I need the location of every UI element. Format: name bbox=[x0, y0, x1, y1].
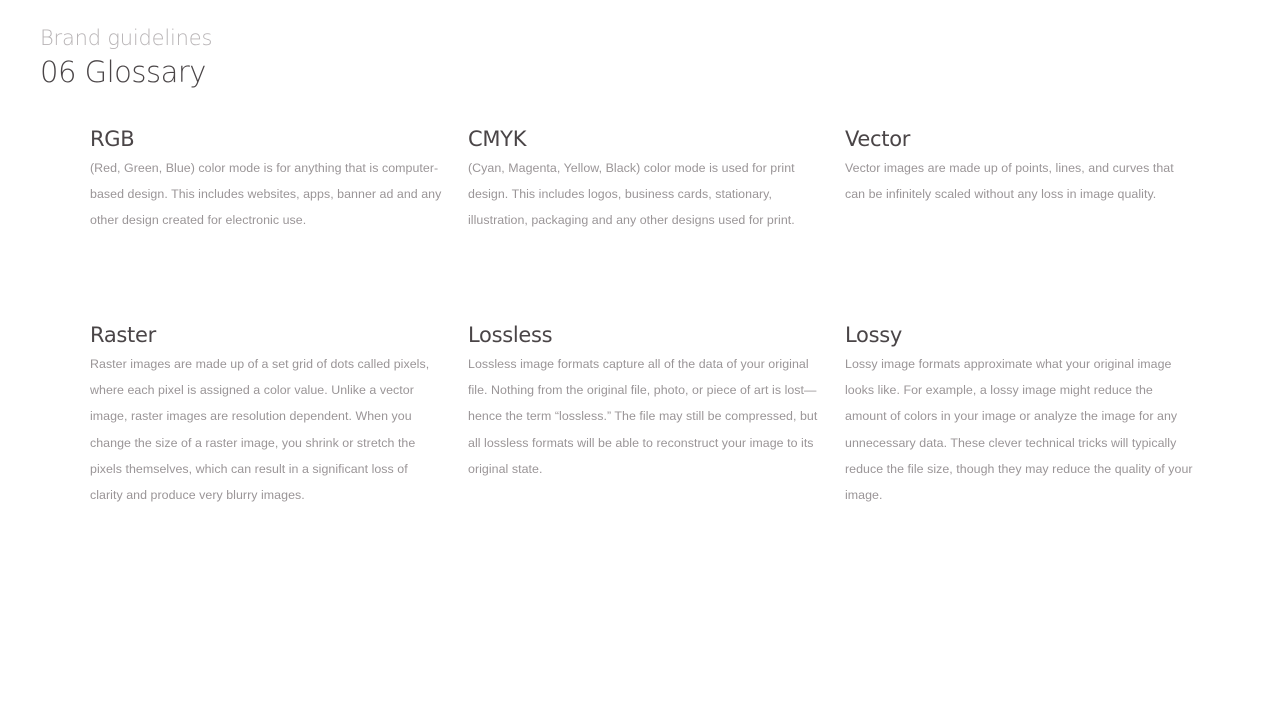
term-definition: Lossy image formats approximate what your original image looks like. For example, a lossy image might reduce the amount of colors in your image or analyze the image for any unnecessary data. These clever technical tricks will typically reduce the file size, though they may reduce the quality of your image. bbox=[845, 357, 1193, 503]
section-kicker: Brand guidelines bbox=[40, 26, 213, 50]
term-title: Vector bbox=[845, 127, 911, 151]
term-definition: Raster images are made up of a set grid of dots called pixels, where each pixel is assigned a color value. Unlike a vector image, raster images are resolution dependent. When you change the size of a raster image, you shrink or stretch the pixels themselves, which can result in a significant loss of clarity and produce very blurry images. bbox=[90, 357, 430, 503]
term-definition: Lossless image formats capture all of the data of your original file. Nothing from the original file, photo, or piece of art is lost—hence the term “lossless.” The file may still be compressed, but all lossless formats will be able to reconstruct your image to its original state. bbox=[468, 357, 818, 476]
term-title: Lossless bbox=[468, 323, 553, 347]
term-title: Lossy bbox=[845, 323, 902, 347]
term-definition: (Cyan, Magenta, Yellow, Black) color mode is used for print design. This includes logos, business cards, stationary, illustration, packaging and any other designs used for print. bbox=[468, 161, 795, 228]
term-definition: Vector images are made up of points, lines, and curves that can be infinitely scaled without any loss in image quality. bbox=[845, 161, 1174, 202]
term-title: RGB bbox=[90, 127, 135, 151]
glossary-term-raster bbox=[90, 322, 442, 508]
term-title: CMYK bbox=[468, 127, 527, 151]
glossary-term-lossless bbox=[468, 322, 820, 482]
glossary-term-cmyk bbox=[468, 126, 820, 234]
page-header bbox=[40, 24, 212, 90]
glossary-term-lossy bbox=[845, 322, 1195, 508]
page-title: 06 Glossary bbox=[40, 55, 206, 89]
term-definition: (Red, Green, Blue) color mode is for anything that is computer-based design. This includes websites, apps, banner ad and any other design created for electronic use. bbox=[90, 161, 442, 228]
glossary-term-rgb bbox=[90, 126, 442, 234]
glossary-term-vector bbox=[845, 126, 1195, 207]
term-title: Raster bbox=[90, 323, 156, 347]
